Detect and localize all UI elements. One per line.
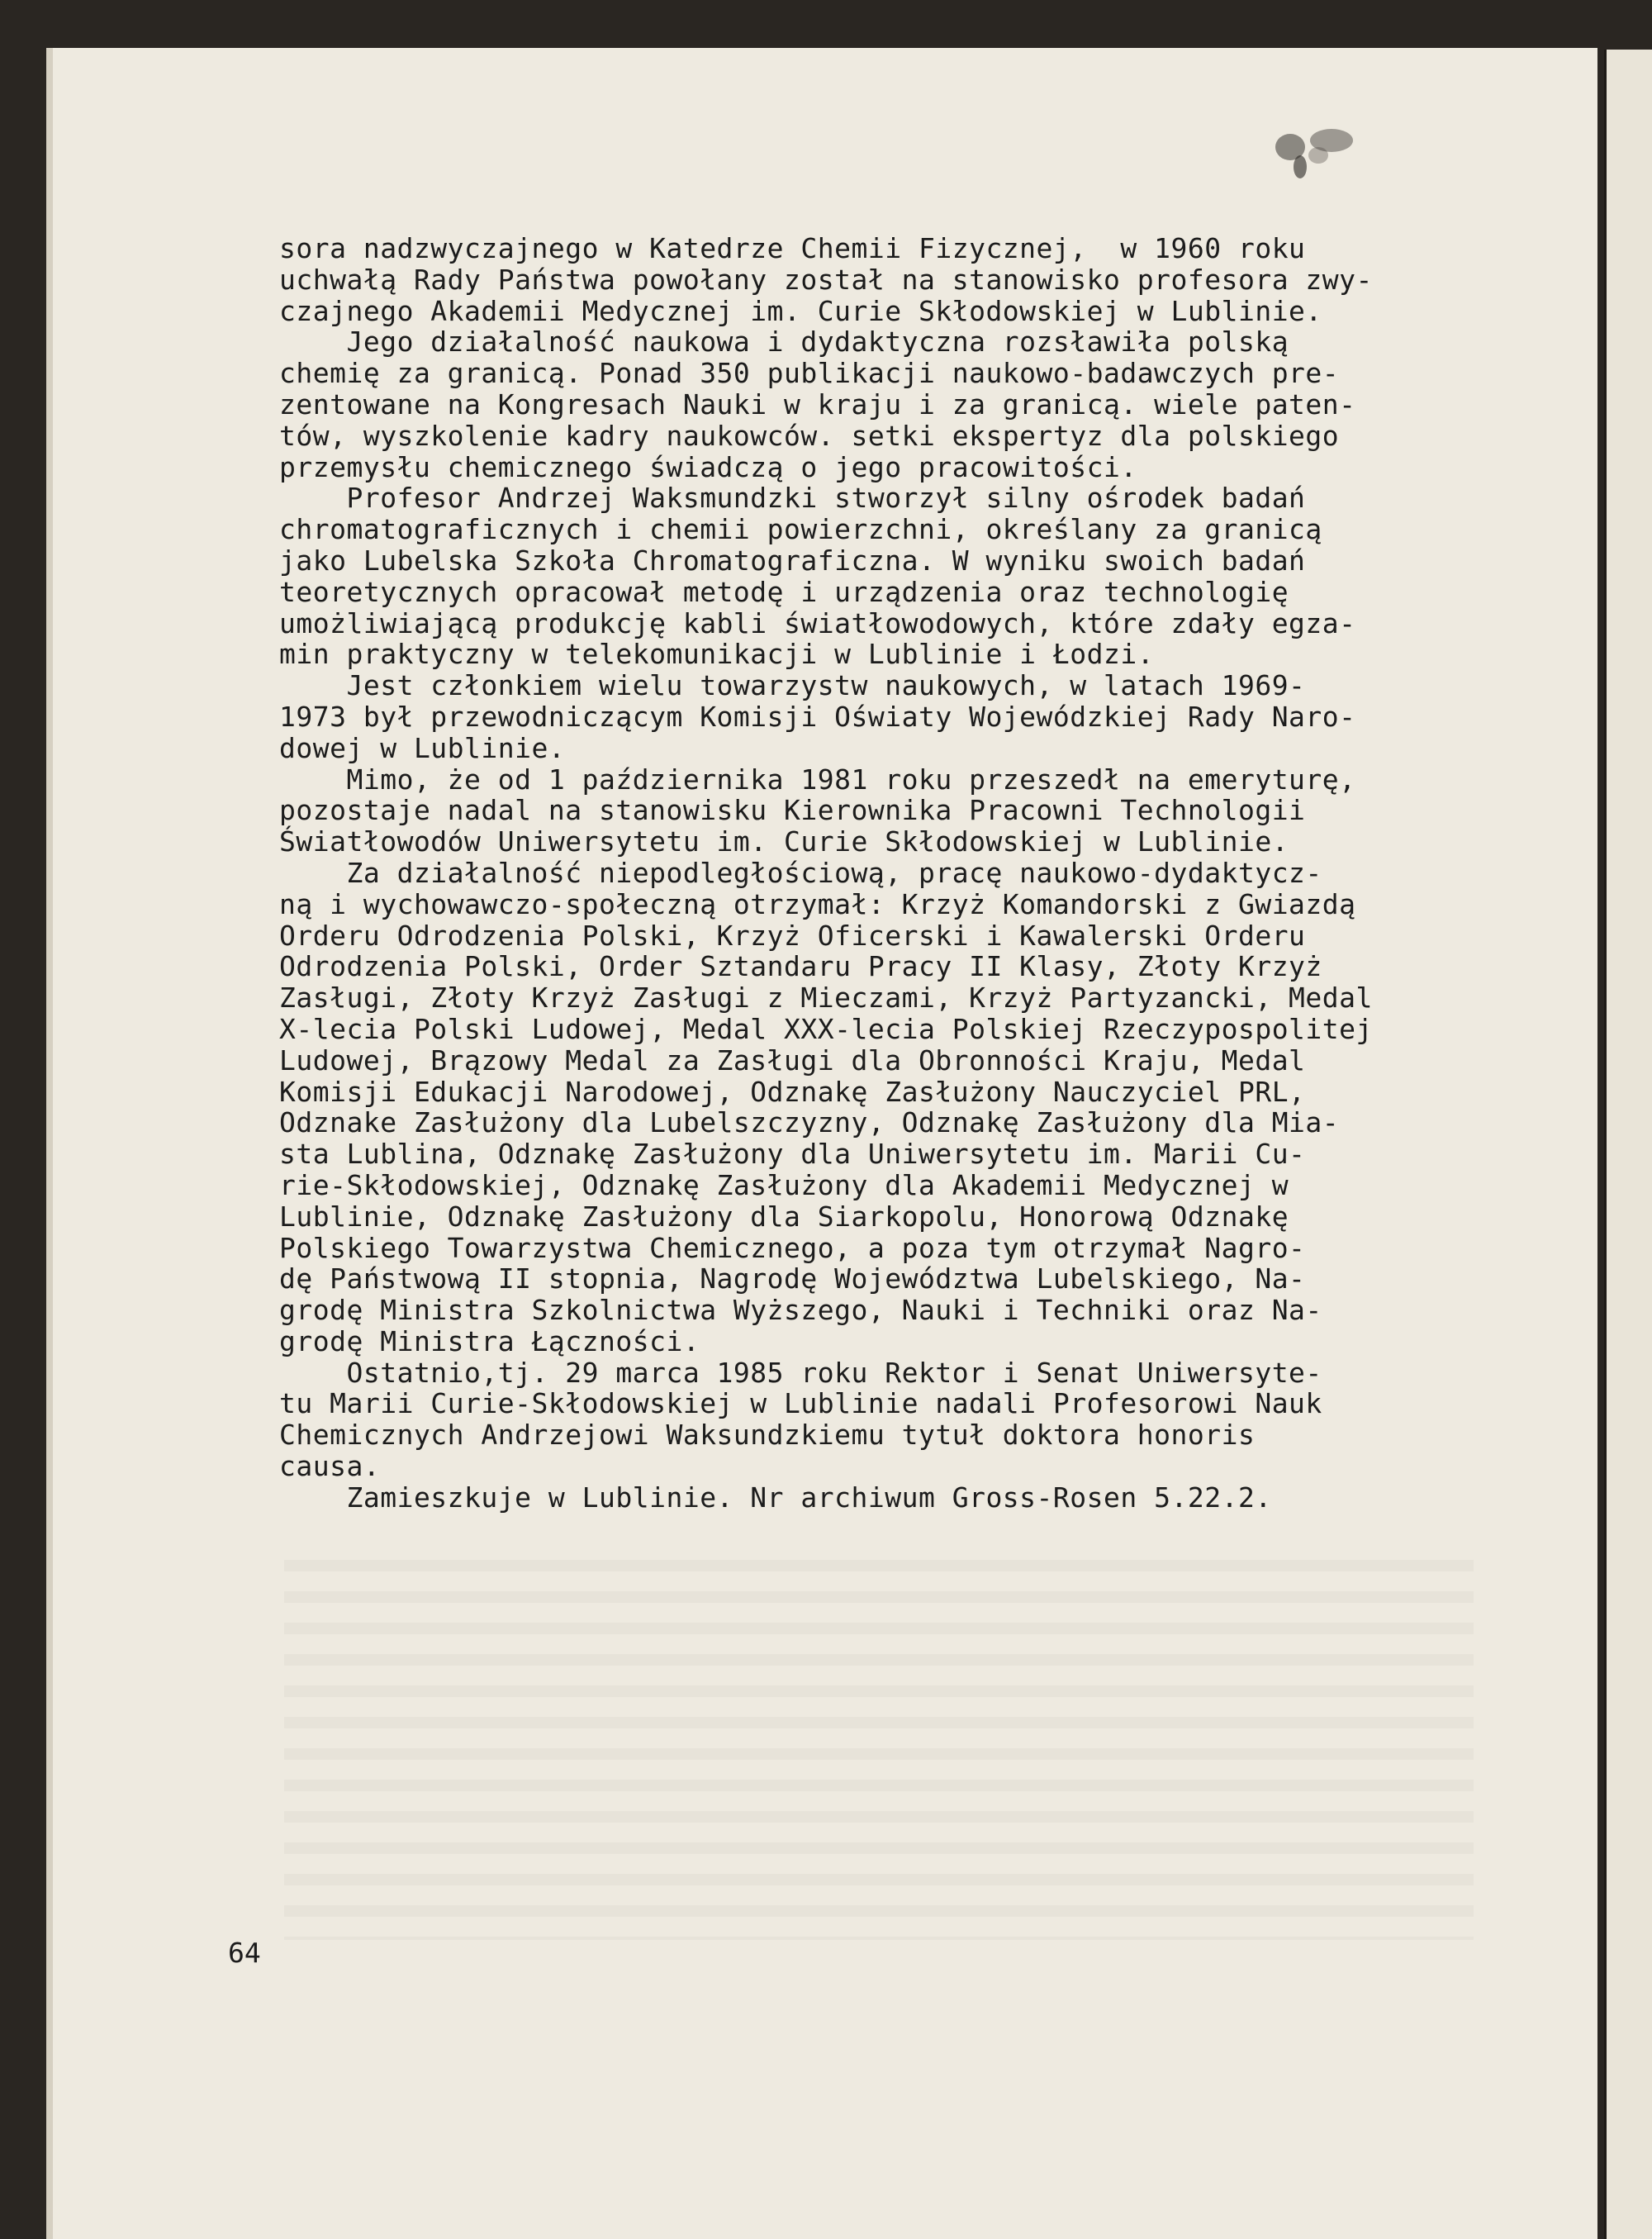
document-page (46, 48, 1597, 2239)
page-number: 64 (228, 1937, 261, 1969)
archive-stamp-smudge (1242, 107, 1383, 198)
adjacent-page-edge (1604, 50, 1652, 2239)
show-through-text (284, 1560, 1474, 1940)
body-text: sora nadzwyczajnego w Katedrze Chemii Fizycznej, w 1960 roku uchwałą Rady Państwa powołany został na stanowisko profesora zwy- czajnego Akademii Medycznej im. Curie Skłodowskiej w Lublinie. Jego działalność naukowa i dydaktyczna rozsławiła polską chemię za granicą. Ponad 350 publikacji naukowo-badawczych pre- zentowane na Kongresach Nauki w kraju i za granicą. wiele paten- tów, wyszkolenie kadry naukowców. setki ekspertyz dla polskiego przemysłu chemicznego świadczą o jego pracowitości. Profesor Andrzej Waksmundzki stworzył silny ośrodek badań chromatograficznych i chemii powierzchni, określany za granicą jako Lubelska Szkoła Chromatograficzna. W wyniku swoich badań teoretycznych opracował metodę i urządzenia oraz technologię umożliwiającą produkcję kabli światłowodowych, które zdały egza- min praktyczny w telekomunikacji w Lublinie i Łodzi. Jest członkiem wielu towarzystw naukowych, w latach 1969- 1973 był przewodniczącym Komisji Oświaty Wojewódzkiej Rady Naro- dowej w Lublinie. Mimo, że od 1 października 1981 roku przeszedł na emeryturę, pozostaje nadal na stanowisku Kierownika Pracowni Technologii Światłowodów Uniwersytetu im. Curie Skłodowskiej w Lublinie. Za działalność niepodległościową, pracę naukowo-dydaktycz- ną i wychowawczo-społeczną otrzymał: Krzyż Komandorski z Gwiazdą Orderu Odrodzenia Polski, Krzyż Oficerski i Kawalerski Orderu Odrodzenia Polski, Order Sztandaru Pracy II Klasy, Złoty Krzyż Zasługi, Złoty Krzyż Zasługi z Mieczami, Krzyż Partyzancki, Medal X-lecia Polski Ludowej, Medal XXX-lecia Polskiej Rzeczypospolitej Ludowej, Brązowy Medal za Zasługi dla Obronności Kraju, Medal Komisji Edukacji Narodowej, Odznakę Zasłużony Nauczyciel PRL, Odznake Zasłużony dla Lubelszczyzny, Odznakę Zasłużony dla Mia- sta Lublina, Odznakę Zasłużony dla Uniwersytetu im. Marii Cu- rie-Skłodowskiej, Odznakę Zasłużony dla Akademii Medycznej w Lublinie, Odznakę Zasłużony dla Siarkopolu, Honorową Odznakę Polskiego Towarzystwa Chemicznego, a poza tym otrzymał Nagro- dę Państwową II stopnia, Nagrodę Województwa Lubelskiego, Na- grodę Ministra Szkolnictwa Wyższego, Nauki i Techniki oraz Na- grodę Ministra Łączności. Ostatnio,tj. 29 marca 1985 roku Rektor i Senat Uniwersyte- tu Marii Curie-Skłodowskiej w Lublinie nadali Profesorowi Nauk Chemicznych Andrzejowi Waksundzkiemu tytuł doktora honoris causa. Zamieszkuje w Lublinie. Nr archiwum Gross-Rosen 5.22.2. (279, 232, 1373, 1514)
